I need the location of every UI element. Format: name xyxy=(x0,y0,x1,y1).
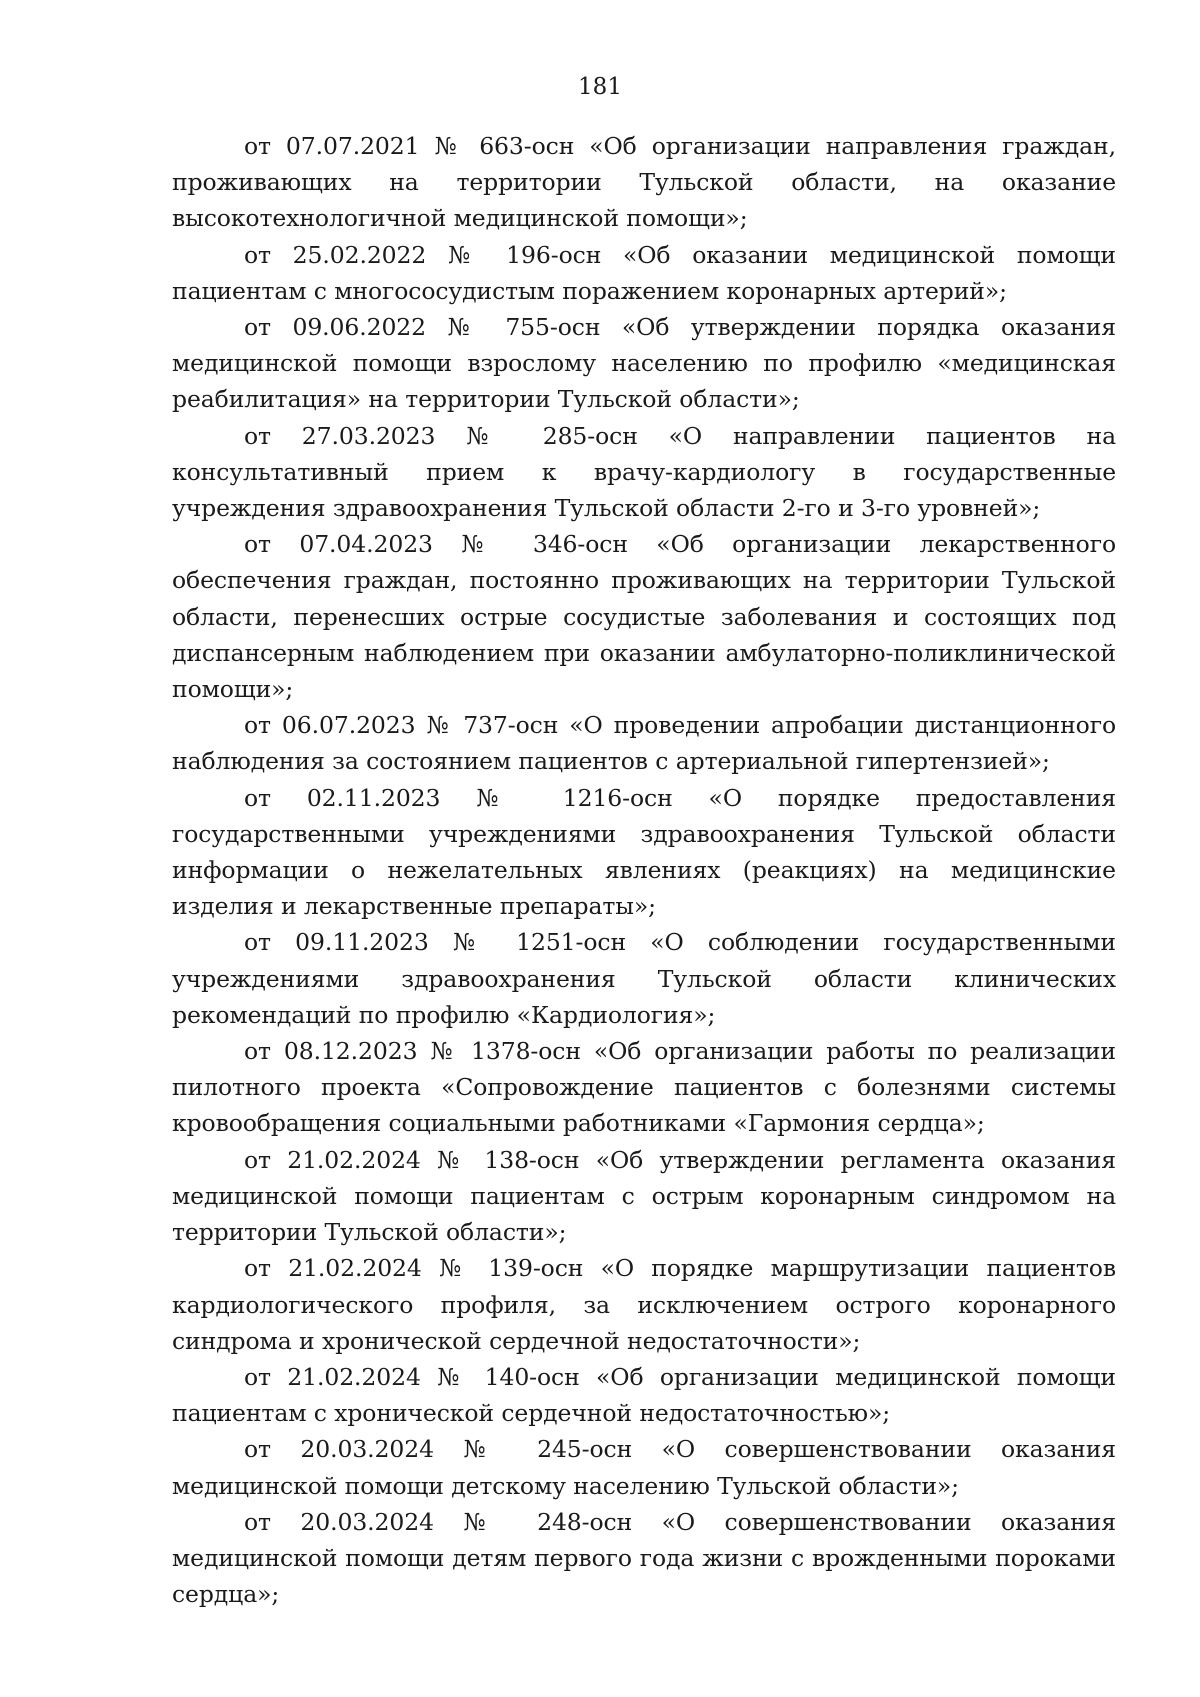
order-paragraph: от 07.07.2021 № 663-осн «Об организации направления граждан, проживающих на территории Тульской области, на оказание высокотехнологичной медицинской помощи»; xyxy=(172,132,1116,233)
order-paragraph: от 09.11.2023 № 1251-осн «О соблюдении государственными учреждениями здравоохранения Тульской области клинических рекомендаций по профилю «Кардиология»; xyxy=(172,928,1116,1029)
order-paragraph: от 06.07.2023 № 737-осн «О проведении апробации дистанционного наблюдения за состоянием пациентов с артериальной гипертензией»; xyxy=(172,711,1116,776)
order-paragraph: от 02.11.2023 № 1216-осн «О порядке предоставления государственными учреждениями здравоохранения Тульской области информации о нежелательных явлениях (реакциях) на медицинские изделия и лекарственные препараты»; xyxy=(172,783,1116,921)
order-paragraph: от 27.03.2023 № 285-осн «О направлении пациентов на консультативный прием к врачу-кардиологу в государственные учреждения здравоохранения Тульской области 2-го и 3-го уровней»; xyxy=(172,421,1116,523)
order-paragraph: от 20.03.2024 № 248-осн «О совершенствовании оказания медицинской помощи детям первого года жизни с врожденными пороками сердца»; xyxy=(172,1507,1116,1609)
order-paragraph: от 07.04.2023 № 346-осн «Об организации лекарственного обеспечения граждан, постоянно проживающих на территории Тульской области, перенесших острые сосудистые заболевания и состоящих под диспансерным наблюдением при оказании амбулаторно-поликлинической помощи»; xyxy=(172,530,1116,704)
order-paragraph: от 08.12.2023 № 1378-осн «Об организации работы по реализации пилотного проекта «Сопровождение пациентов с болезнями системы кровообращения социальными работниками «Гармония сердца»; xyxy=(172,1037,1116,1138)
order-paragraph: от 21.02.2024 № 140-осн «Об организации медицинской помощи пациентам с хронической сердечной недостаточностью»; xyxy=(172,1362,1116,1428)
page-number: 181 xyxy=(578,74,622,100)
order-paragraph: от 21.02.2024 № 138-осн «Об утверждении регламента оказания медицинской помощи пациентам с острым коронарным синдромом на территории Тульской области»; xyxy=(172,1145,1116,1247)
document-body xyxy=(172,128,1116,1612)
order-paragraph: от 20.03.2024 № 245-осн «О совершенствовании оказания медицинской помощи детскому населению Тульской области»; xyxy=(172,1435,1116,1500)
order-paragraph: от 25.02.2022 № 196-осн «Об оказании медицинской помощи пациентам с многососудистым поражением коронарных артерий»; xyxy=(172,240,1116,305)
order-paragraph: от 21.02.2024 № 139-осн «О порядке маршрутизации пациентов кардиологического профиля, за исключением острого коронарного синдрома и хронической сердечной недостаточности»; xyxy=(172,1254,1116,1355)
order-paragraph: от 09.06.2022 № 755-осн «Об утверждении порядка оказания медицинской помощи взрослому населению по профилю «медицинская реабилитация» на территории Тульской области»; xyxy=(172,313,1116,414)
